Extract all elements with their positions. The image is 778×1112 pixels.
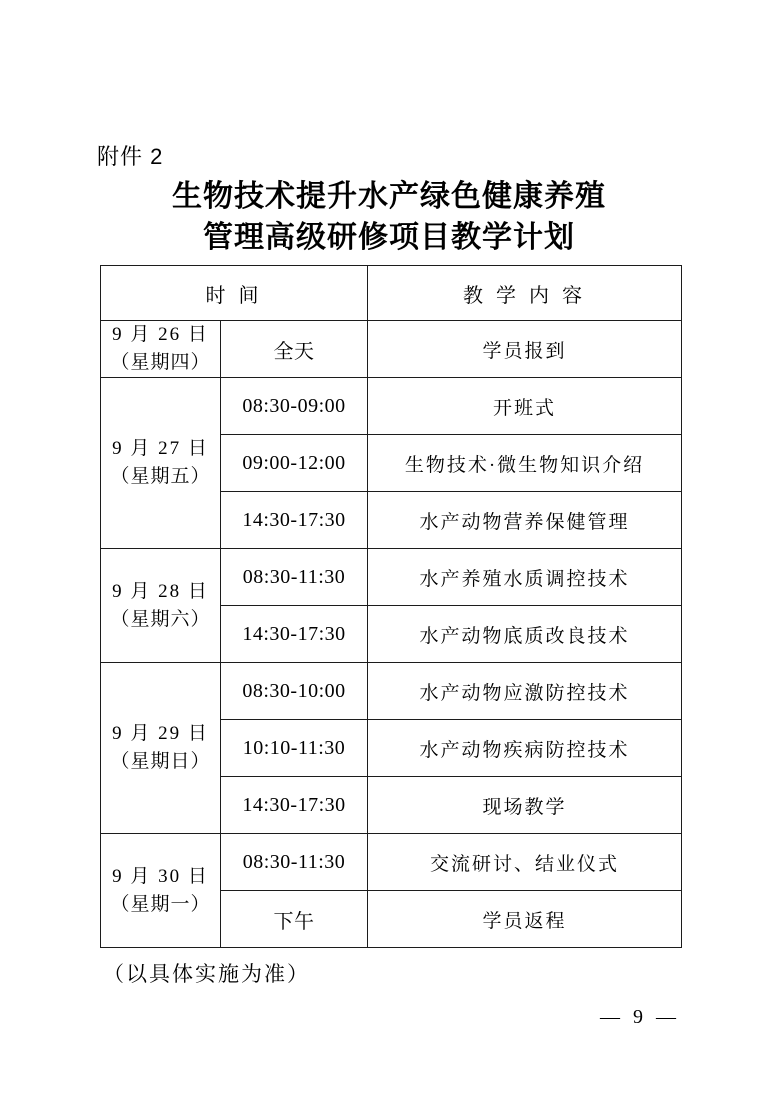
weekday-text: （星期六）	[110, 608, 211, 630]
content-cell: 学员报到	[368, 321, 682, 378]
content-cell: 现场教学	[368, 777, 682, 834]
table-row	[101, 549, 682, 606]
date-cell	[101, 834, 221, 948]
time-cell: 10:10-11:30	[221, 720, 368, 777]
page-title-line2: 管理高级研修项目教学计划	[203, 221, 575, 254]
date-cell	[101, 663, 221, 834]
weekday-text: （星期日）	[110, 751, 211, 772]
column-header-time: 时 间	[101, 266, 368, 321]
footer-note: （以具体实施为准）	[103, 962, 310, 986]
schedule-table	[100, 265, 682, 948]
page-number: — 9 —	[600, 1006, 680, 1028]
page-title	[0, 176, 778, 258]
weekday-text: （星期五）	[110, 466, 211, 487]
time-cell: 08:30-11:30	[221, 834, 368, 891]
date-text: 9 月 26 日	[112, 324, 209, 345]
page-title-line1: 生物技术提升水产绿色健康养殖	[172, 180, 606, 213]
column-header-content: 教 学 内 容	[368, 266, 682, 321]
attachment-label: 附件 2	[97, 144, 164, 169]
date-text: 9 月 29 日	[112, 723, 209, 744]
content-cell: 水产动物底质改良技术	[368, 606, 682, 663]
content-cell: 交流研讨、结业仪式	[368, 834, 682, 891]
time-cell: 下午	[221, 891, 368, 948]
table-row	[101, 834, 682, 891]
table-row	[101, 321, 682, 378]
weekday-text: （星期一）	[110, 893, 211, 915]
content-cell: 生物技术·微生物知识介绍	[368, 435, 682, 492]
time-cell: 14:30-17:30	[221, 492, 368, 549]
table-row	[101, 663, 682, 720]
time-cell: 09:00-12:00	[221, 435, 368, 492]
content-cell: 水产动物营养保健管理	[368, 492, 682, 549]
content-cell: 水产动物疾病防控技术	[368, 720, 682, 777]
content-cell: 学员返程	[368, 891, 682, 948]
time-cell: 14:30-17:30	[221, 606, 368, 663]
content-cell: 开班式	[368, 378, 682, 435]
date-cell	[101, 321, 221, 378]
date-cell	[101, 549, 221, 663]
time-cell: 全天	[221, 321, 368, 378]
table-row	[101, 378, 682, 435]
time-cell: 14:30-17:30	[221, 777, 368, 834]
date-cell	[101, 378, 221, 549]
content-cell: 水产养殖水质调控技术	[368, 549, 682, 606]
content-cell: 水产动物应激防控技术	[368, 663, 682, 720]
weekday-text: （星期四）	[110, 352, 211, 373]
time-cell: 08:30-09:00	[221, 378, 368, 435]
time-cell: 08:30-11:30	[221, 549, 368, 606]
schedule-body	[101, 321, 682, 948]
date-text: 9 月 28 日	[112, 580, 209, 602]
date-text: 9 月 27 日	[112, 438, 209, 459]
time-cell: 08:30-10:00	[221, 663, 368, 720]
table-header-row	[101, 266, 682, 321]
date-text: 9 月 30 日	[112, 865, 209, 887]
